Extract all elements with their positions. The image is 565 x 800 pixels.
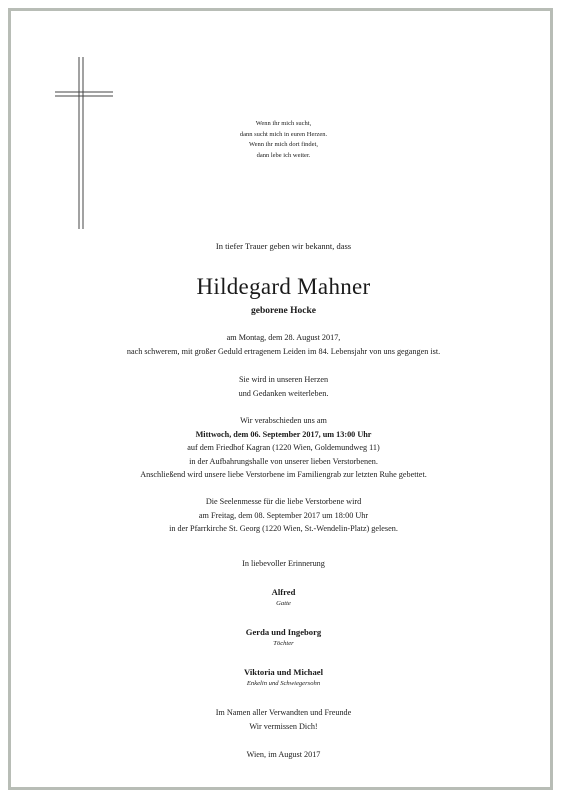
poem-line: dann sucht mich in euren Herzen. xyxy=(239,130,328,138)
family-role: Töchter xyxy=(273,640,294,647)
funeral-intro: Wir verabschieden uns am xyxy=(240,416,327,425)
mass-location: in der Pfarrkirche St. Georg (1220 Wien, St.-Wendelin-Platz) gelesen. xyxy=(169,524,398,534)
memory-text xyxy=(11,373,556,400)
poem-line: dann lebe ich weiter. xyxy=(256,151,311,159)
funeral-info xyxy=(11,414,556,482)
family-name: Viktoria und Michael xyxy=(244,667,323,677)
funeral-burial: Anschließend wird unsere liebe Verstorbene im Familiengrab zur letzten Ruhe gebettet. xyxy=(140,470,427,480)
mass-intro: Die Seelenmesse für die liebe Verstorbene wird xyxy=(205,497,362,506)
family-member xyxy=(11,626,556,649)
family-role: Gatte xyxy=(276,600,291,607)
obituary-card xyxy=(8,8,553,790)
closing-text xyxy=(11,706,556,733)
intro-text: In tiefer Trauer geben wir bekannt, dass xyxy=(215,241,352,251)
death-date-line: am Montag, dem 28. August 2017, xyxy=(226,333,341,342)
funeral-date: Mittwoch, dem 06. September 2017, um 13:00 Uhr xyxy=(195,429,372,439)
memory-line: und Gedanken weiterleben. xyxy=(238,388,329,398)
death-notice xyxy=(11,331,556,358)
family-member xyxy=(11,586,556,609)
poem-line: Wenn ihr mich sucht, xyxy=(255,120,312,127)
funeral-hall: in der Aufbahrungshalle von unserer lieben Verstorbenen. xyxy=(189,456,378,466)
death-cause-line: nach schwerem, mit großer Geduld ertragenem Leiden im 84. Lebensjahr von uns gegangen ist. xyxy=(126,346,441,356)
funeral-location: auf dem Friedhof Kagran (1220 Wien, Goldemundweg 11) xyxy=(187,443,380,453)
closing-line: Im Namen aller Verwandten und Freunde xyxy=(215,708,352,717)
closing-line: Wir vermissen Dich! xyxy=(249,721,318,731)
poem-line: Wenn ihr mich dort findet, xyxy=(249,141,318,148)
memory-line: Sie wird in unseren Herzen xyxy=(238,375,329,384)
family-member xyxy=(11,666,556,689)
mass-info xyxy=(11,495,556,536)
family-role: Enkelin und Schwiegersohn xyxy=(246,680,321,687)
family-name: Alfred xyxy=(271,587,296,597)
place-date: Wien, im August 2017 xyxy=(246,750,321,759)
poem xyxy=(11,119,556,161)
maiden-name: geborene Hocke xyxy=(251,306,316,316)
mass-date: am Freitag, dem 08. September 2017 um 18:00 Uhr xyxy=(198,510,369,520)
remembrance-text: In liebevoller Erinnerung xyxy=(242,559,325,568)
deceased-name: Hildegard Mahner xyxy=(196,274,371,299)
family-name: Gerda und Ingeborg xyxy=(245,627,322,637)
